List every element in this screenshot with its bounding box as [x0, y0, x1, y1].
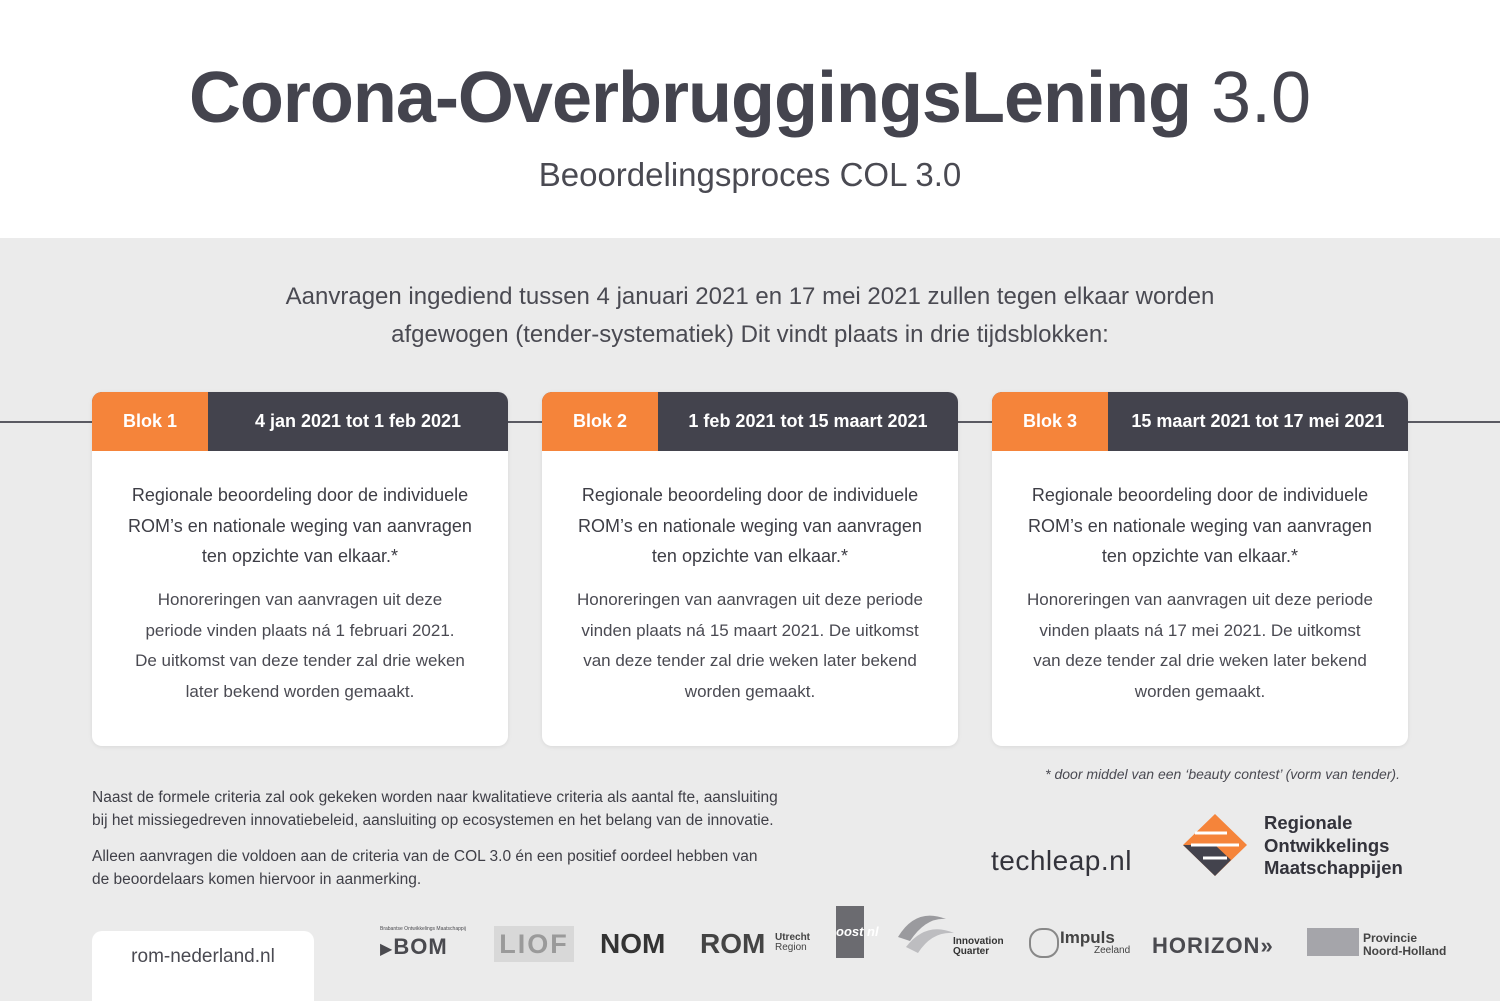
criteria-line: de beoordelaars komen hiervoor in aanmerking. — [92, 871, 422, 888]
liof-logo: LIOF — [494, 926, 574, 962]
rom-utrecht-subtitle — [775, 933, 810, 953]
heading-line: ten opzichte van elkaar.* — [1101, 546, 1299, 566]
page-title — [0, 58, 1500, 138]
block-heading — [110, 480, 490, 572]
block-card-3 — [992, 392, 1408, 746]
criteria-line: Alleen aanvragen die voldoen aan de criteria van de COL 3.0 én een positief oordeel hebben van — [92, 848, 758, 865]
horizon-logo — [1152, 933, 1274, 959]
double-chevron-icon: » — [1260, 933, 1274, 958]
utrecht-text: Utrecht — [775, 932, 811, 943]
heading-line: ROM’s en nationale weging van aanvragen — [578, 515, 922, 536]
block-label: Blok 2 — [542, 392, 658, 451]
play-triangle-icon: ▶ — [380, 941, 394, 958]
rom-utrecht-logo: ROM — [700, 928, 766, 959]
heading-line: ROM’s en nationale weging van aanvragen — [128, 515, 472, 536]
criteria-paragraph-2 — [92, 845, 852, 891]
block-period: 1 feb 2021 tot 15 maart 2021 — [688, 411, 928, 431]
block-body — [1014, 585, 1386, 707]
iq-line: Innovation — [953, 936, 1004, 947]
website-link[interactable]: rom-nederland.nl — [131, 946, 275, 967]
criteria-line: bij het missiegedreven innovatiebeleid, aansluiting op ecosystemen en het belang van de innovatie. — [92, 812, 774, 829]
noord-holland-logo — [1363, 932, 1446, 958]
body-line: van deze tender zal drie weken later bekend — [1033, 651, 1367, 670]
heading-line: ROM’s en nationale weging van aanvragen — [1028, 515, 1372, 536]
oost-nl-logo: oost nl — [836, 924, 879, 939]
block-period: 15 maart 2021 tot 17 mei 2021 — [1131, 411, 1385, 431]
page-subtitle: Beoordelingsproces COL 3.0 — [538, 156, 962, 193]
body-line: Honoreringen van aanvragen uit deze periode — [1027, 590, 1373, 609]
intro-line-1: Aanvragen ingediend tussen 4 januari 2021 en 17 mei 2021 zullen tegen elkaar worden — [285, 283, 1215, 310]
impuls-swirl-icon — [1029, 928, 1059, 958]
zeeland-text: Zeeland — [1094, 945, 1131, 956]
nom-logo: NOM — [600, 928, 666, 959]
block-label: Blok 3 — [992, 392, 1108, 451]
body-line: vinden plaats ná 17 mei 2021. De uitkomst — [1039, 620, 1361, 640]
techleap-logo: techleap.nl — [991, 845, 1132, 876]
body-line: De uitkomst van deze tender zal drie weken — [135, 651, 465, 670]
body-line: Honoreringen van aanvragen uit deze — [157, 590, 443, 609]
block-heading — [560, 480, 940, 572]
header-area — [0, 0, 1500, 238]
intro-text — [220, 278, 1280, 354]
body-line: van deze tender zal drie weken later bekend — [583, 651, 917, 670]
heading-line: ten opzichte van elkaar.* — [651, 546, 849, 566]
noord-holland-crest-icon — [1307, 928, 1359, 956]
block-heading — [1010, 480, 1390, 572]
bom-logo — [380, 934, 448, 960]
block-body — [564, 585, 936, 707]
block-body — [114, 585, 486, 707]
footnote: * door middel van een ‘beauty contest’ (vorm van tender). — [1045, 766, 1400, 782]
rom-line: Ontwikkelings — [1264, 834, 1390, 856]
block-card-1 — [92, 392, 508, 746]
impuls-logo: Impuls — [1060, 928, 1115, 947]
nh-line: Provincie — [1363, 931, 1418, 945]
heading-line: Regionale beoordeling door de individuele — [581, 485, 919, 505]
title-main: Corona-OverbruggingsLening — [188, 58, 1191, 138]
iq-line: Quarter — [953, 946, 990, 957]
heading-line: ten opzichte van elkaar.* — [201, 546, 399, 566]
block-label: Blok 1 — [92, 392, 208, 451]
rom-logo-text — [1264, 812, 1403, 880]
block-card-2 — [542, 392, 958, 746]
nh-line: Noord-Holland — [1363, 944, 1447, 958]
intro-line-2: afgewogen (tender-systematiek) Dit vindt plaats in drie tijdsblokken: — [391, 321, 1109, 348]
criteria-line: Naast de formele criteria zal ook gekeken worden naar kwalitatieve criteria als aantal fte, aansluiting — [92, 789, 778, 806]
rom-line: Regionale — [1264, 812, 1353, 833]
innovation-quarter-icon — [896, 897, 956, 955]
block-period: 4 jan 2021 tot 1 feb 2021 — [254, 411, 462, 431]
body-line: later bekend worden gemaakt. — [185, 681, 415, 701]
body-line: vinden plaats ná 15 maart 2021. De uitkomst — [581, 620, 919, 640]
heading-line: Regionale beoordeling door de individuele — [1031, 485, 1369, 505]
body-line: worden gemaakt. — [1134, 681, 1266, 701]
bom-logo-text: BOM — [393, 934, 448, 959]
bom-logo-subtitle: Brabantse Ontwikkelings Maatschappij — [380, 926, 466, 932]
heading-line: Regionale beoordeling door de individuele — [131, 485, 469, 505]
rom-line: Maatschappijen — [1264, 857, 1403, 878]
rom-diamond-icon — [1183, 814, 1247, 876]
horizon-text: HORIZON — [1152, 933, 1261, 958]
innovation-quarter-logo — [953, 937, 1004, 957]
region-text: Region — [775, 942, 807, 953]
title-version: 3.0 — [1210, 58, 1312, 138]
criteria-paragraph-1 — [92, 786, 852, 832]
body-line: periode vinden plaats ná 1 februari 2021. — [145, 620, 455, 640]
body-line: worden gemaakt. — [684, 681, 816, 701]
body-line: Honoreringen van aanvragen uit deze periode — [577, 590, 923, 609]
